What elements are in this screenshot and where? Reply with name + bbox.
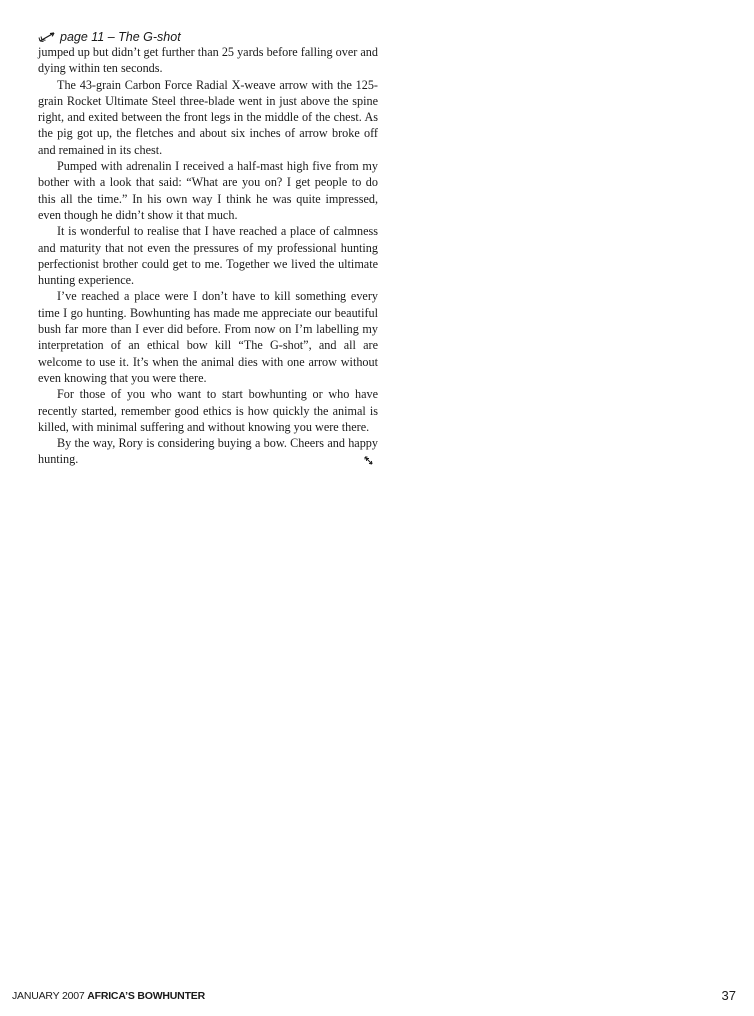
article-paragraph-3: Pumped with adrenalin I received a half-mast high five from my bother with a look that said: “What are you on? I get people to do this all the time.” In his own way I think he was quite impressed, even though he didn’t show it that much. <box>38 159 378 222</box>
article-column <box>38 44 378 468</box>
page-footer <box>12 990 205 1002</box>
article-paragraph-7 <box>38 435 378 468</box>
footer-issue-date: JANUARY 2007 <box>12 990 85 1002</box>
page-number: 37 <box>721 988 736 1003</box>
article-paragraph-1: jumped up but didn’t get further than 25 yards before falling over and dying within ten seconds. <box>38 45 378 76</box>
arrow-end-mark-icon <box>363 455 374 466</box>
continuation-label: page 11 – The G-shot <box>60 29 181 44</box>
continuation-header <box>38 28 181 45</box>
article-paragraph-2: The 43-grain Carbon Force Radial X-weave arrow with the 125-grain Rocket Ultimate Steel three-blade went in just above the spine right, and exited between the front legs in the middle of the chest. As the pig got up, the fletches and about six inches of arrow broke off and remained in its chest. <box>38 77 378 157</box>
article-paragraph-5: I’ve reached a place were I don’t have to kill something every time I go hunting. Bowhunting has made me appreciate our beautiful bush far more than I ever did before. From now on I’m labelling my interpretation of an ethical bow kill “The G-shot”, and all are welcome to use it. It’s when the animal dies with one arrow without even knowing that you were there. <box>38 289 378 385</box>
article-paragraph-4: It is wonderful to realise that I have reached a place of calmness and maturity that not even the pressures of my professional hunting perfectionist brother could get to me. Together we lived the ultimate hunting experience. <box>38 224 378 288</box>
arrow-page-marker-icon <box>38 30 58 44</box>
footer-publication-title: AFRICA’S BOWHUNTER <box>87 990 205 1002</box>
article-paragraph-6: For those of you who want to start bowhunting or who have recently started, remember good ethics is how quickly the animal is killed, with minimal suffering and without knowing you were there. <box>38 387 378 434</box>
article-paragraph-7-text: By the way, Rory is considering buying a bow. Cheers and happy hunting. <box>38 436 378 467</box>
